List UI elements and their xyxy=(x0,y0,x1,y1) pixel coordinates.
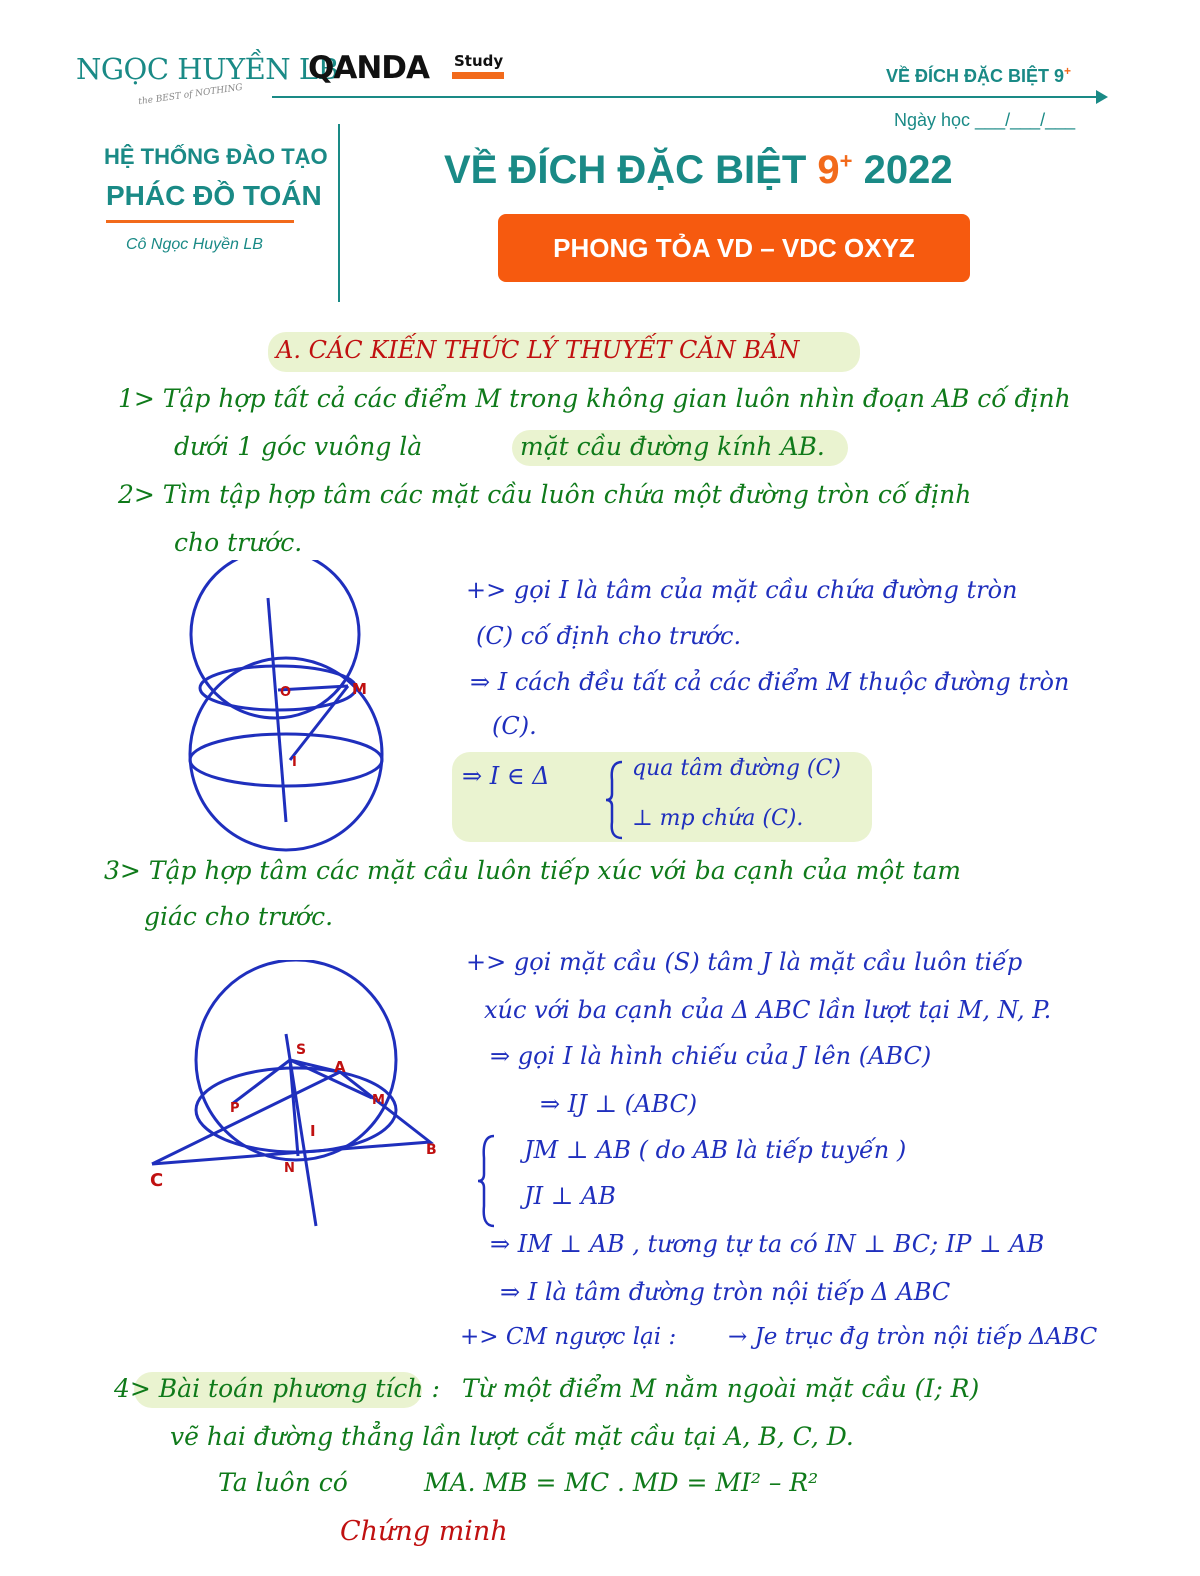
label-i: I xyxy=(310,1122,316,1140)
study-underline xyxy=(452,72,504,79)
vertical-divider xyxy=(338,124,340,302)
brace-delta xyxy=(604,760,628,840)
label-n: N xyxy=(284,1161,295,1176)
label-p: P xyxy=(230,1101,240,1116)
label-a: A xyxy=(334,1058,346,1076)
fig2-note8: ⇒ I là tâm đường tròn nội tiếp Δ ABC xyxy=(500,1278,951,1306)
fig2-note1: +> gọi mặt cầu (S) tâm J là mặt cầu luôn tiếp xyxy=(466,948,1023,976)
item1-line1: 1> Tập hợp tất cả các điểm M trong không gian luôn nhìn đoạn AB cố định xyxy=(118,384,1071,413)
fig2-note6: JI ⊥ AB xyxy=(524,1182,616,1210)
item3-line1: 3> Tập hợp tâm các mặt cầu luôn tiếp xúc với ba cạnh của một tam xyxy=(104,856,961,885)
fig2-note3: ⇒ gọi I là hình chiếu của J lên (ABC) xyxy=(490,1042,932,1070)
label-m: M xyxy=(372,1093,385,1108)
system-name: PHÁC ĐỒ TOÁN xyxy=(106,180,322,211)
item4-line3a: Ta luôn có xyxy=(218,1468,348,1497)
item4-line3b: MA. MB = MC . MD = MI² – R² xyxy=(424,1468,819,1497)
system-title: HỆ THỐNG ĐÀO TẠO xyxy=(104,144,328,169)
label-i: I xyxy=(292,755,297,770)
fig1-note3: ⇒ I cách đều tất cả các điểm M thuộc đường tròn xyxy=(470,668,1070,696)
label-o: O xyxy=(280,685,292,700)
header-rule xyxy=(272,96,1100,98)
brand-logo-study: Study xyxy=(454,52,504,70)
item2-line2: cho trước. xyxy=(174,528,303,557)
fig1-note4: (C). xyxy=(492,712,537,740)
arrow-right-icon xyxy=(1096,90,1108,104)
item3-line2: giác cho trước. xyxy=(144,902,334,931)
fig1-note2: (C) cố định cho trước. xyxy=(476,622,742,650)
figure-two-spheres xyxy=(180,560,400,860)
item4-line1a: 4> Bài toán phương tích : xyxy=(114,1374,440,1403)
fig2-note2: xúc với ba cạnh của Δ ABC lần lượt tại M, N, P. xyxy=(484,996,1052,1024)
fig1-note5c: ⊥ mp chứa (C). xyxy=(632,806,804,831)
fig2-note9b: → Je trục đg tròn nội tiếp ΔABC xyxy=(728,1324,1098,1350)
teacher-name: Cô Ngọc Huyền LB xyxy=(126,236,263,253)
item1-line2b: mặt cầu đường kính AB. xyxy=(520,432,825,461)
label-b: B xyxy=(426,1142,437,1158)
label-c: C xyxy=(150,1170,164,1191)
brand-tagline: the BEST of NOTHING xyxy=(137,82,244,108)
study-date-field: Ngày học ___/___/___ xyxy=(894,110,1076,130)
page-title: VỀ ĐÍCH ĐẶC BIỆT 9+ 2022 xyxy=(444,148,953,192)
prove-label: Chứng minh xyxy=(340,1516,508,1547)
fig2-note5: JM ⊥ AB ( do AB là tiếp tuyến ) xyxy=(524,1136,907,1164)
fig2-note7: ⇒ IM ⊥ AB , tương tự ta có IN ⊥ BC; IP ⊥ AB xyxy=(490,1230,1045,1258)
fig1-note5b: qua tâm đường (C) xyxy=(632,756,841,781)
item1-line2a: dưới 1 góc vuông là xyxy=(174,432,423,461)
topic-banner: PHONG TỎA VD – VDC OXYZ xyxy=(498,214,970,282)
section-heading: A. CÁC KIẾN THỨC LÝ THUYẾT CĂN BẢN xyxy=(276,336,800,364)
brand-logo-ngoc-huyen: NGỌC HUYỀN LB xyxy=(76,52,339,86)
item2-line1: 2> Tìm tập hợp tâm các mặt cầu luôn chứa một đường tròn cố định xyxy=(118,480,972,509)
system-underline xyxy=(106,220,294,223)
header-course-title: VỀ ĐÍCH ĐẶC BIỆT 9+ xyxy=(886,64,1072,86)
item4-line2: vẽ hai đường thẳng lần lượt cắt mặt cầu tại A, B, C, D. xyxy=(170,1422,854,1451)
fig2-note9a: +> CM ngược lại : xyxy=(460,1324,677,1350)
brand-logo-qanda: QANDA xyxy=(308,50,430,86)
label-m: M xyxy=(352,680,367,698)
fig2-note4: ⇒ IJ ⊥ (ABC) xyxy=(540,1090,698,1118)
brace-conditions xyxy=(476,1134,500,1228)
edge-sp xyxy=(232,1060,290,1104)
fig1-note5a: ⇒ I ∈ Δ xyxy=(462,762,550,790)
figure-tangent-sphere xyxy=(140,960,450,1240)
sphere-equator xyxy=(190,734,382,786)
radius-line xyxy=(290,686,348,760)
label-s: S xyxy=(296,1042,307,1058)
fig1-note1: +> gọi I là tâm của mặt cầu chứa đường tròn xyxy=(466,576,1018,604)
item4-line1b: Từ một điểm M nằm ngoài mặt cầu (I; R) xyxy=(462,1374,980,1403)
